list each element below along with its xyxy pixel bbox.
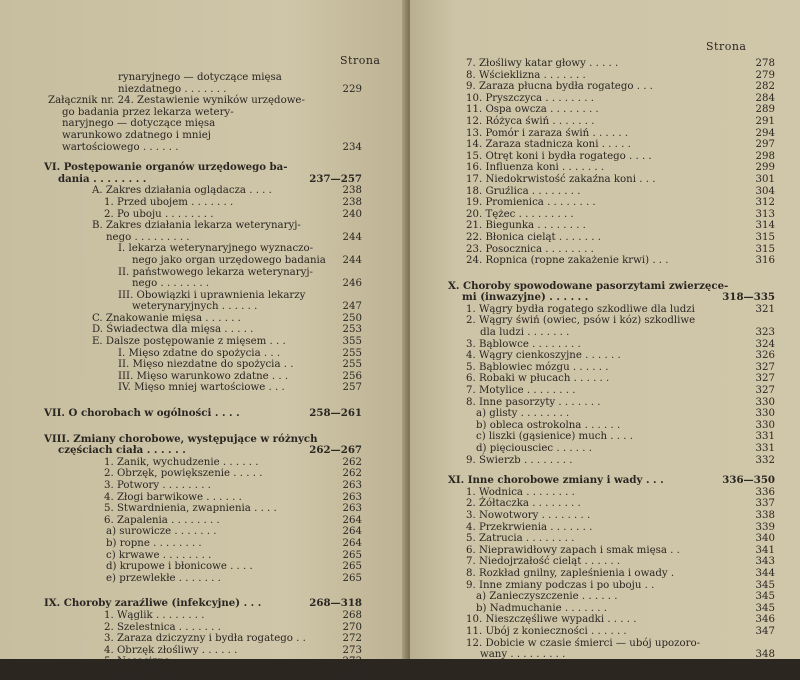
toc-entry <box>410 580 795 592</box>
toc-entry-title: 7. Niedojrzałość cieląt . . . . . . <box>466 556 621 568</box>
toc-entry-title: VIII. Zmiany chorobowe, występujące w różnych <box>44 432 318 445</box>
toc-entry-title: 3. Potwory . . . . . . . . <box>104 480 211 491</box>
toc-entry <box>0 622 398 634</box>
toc-page-number: 262 <box>342 468 362 480</box>
toc-entry <box>0 359 398 371</box>
toc-entry <box>410 385 795 397</box>
toc-page-number: 289 <box>755 104 775 116</box>
toc-entry-title: B. Zakres działania lekarza weterynaryj- <box>92 220 301 232</box>
toc-page-number: 255 <box>342 347 362 359</box>
toc-entry-title: I. lekarza weterynaryjnego wyznaczo- <box>118 243 314 255</box>
toc-entry <box>0 561 398 573</box>
toc-entry-title: 6. Robaki w płucach . . . . . . <box>466 373 610 385</box>
toc-entry-title: częściach ciała . . . . . . <box>58 444 186 457</box>
toc-entry-title: mi (inwazyjne) . . . . . . <box>462 291 589 304</box>
toc-section-heading <box>0 174 398 186</box>
toc-entry <box>410 220 795 232</box>
toc-entry-title: e) przewlekłe . . . . . . . <box>106 572 221 584</box>
toc-entry-title: 2. Po uboju . . . . . . . . <box>104 208 214 220</box>
toc-page-number: 344 <box>755 567 775 579</box>
toc-entry <box>0 278 398 290</box>
toc-entry <box>0 220 398 232</box>
toc-page-number: 246 <box>342 278 362 290</box>
toc-section-heading <box>0 162 398 174</box>
toc-entry <box>410 315 795 327</box>
toc-entry <box>410 487 795 499</box>
toc-entry <box>0 480 398 492</box>
toc-entry-title: C. Znakowanie mięsa . . . . . . <box>92 312 241 324</box>
toc-section-heading <box>0 408 398 420</box>
toc-page-number: 229 <box>342 83 362 95</box>
toc-entry-title: dania . . . . . . . . <box>58 172 147 185</box>
toc-entry-title: 2. Obrzęk, powiększenie . . . . . <box>104 468 263 480</box>
toc-entry-title: 2. Żółtaczka . . . . . . . . <box>466 498 581 510</box>
toc-page-number: 336—350 <box>722 474 775 487</box>
toc-entry-title: c) liszki (gąsienice) much . . . . <box>476 431 633 443</box>
toc-page-number: 262 <box>342 456 362 468</box>
toc-entry-title: 1. Przed ubojem . . . . . . . <box>104 196 234 208</box>
toc-entry-title: E. Dalsze postępowanie z mięsem . . . <box>92 336 286 348</box>
toc-entry <box>0 526 398 538</box>
toc-entry-title: X. Choroby spowodowane pasorzytami zwierzęce- <box>448 279 729 292</box>
toc-page-number: 291 <box>755 115 775 127</box>
toc-entry-title: 10. Pryszczyca . . . . . . . . <box>466 92 594 104</box>
toc-entry <box>410 104 795 116</box>
toc-spacer <box>0 394 398 408</box>
toc-entry-title: 7. Złośliwy katar głowy . . . . . <box>466 58 619 69</box>
toc-entry-title: 5. Zatrucia . . . . . . . . <box>466 533 575 545</box>
toc-entry-title: 9. Świerzb . . . . . . . . <box>466 454 573 466</box>
toc-entry <box>0 185 398 197</box>
toc-entry <box>0 72 398 84</box>
toc-entry-title: 1. Wągry bydła rogatego szkodliwe dla ludzi <box>466 303 695 315</box>
toc-entry <box>410 373 795 385</box>
toc-entry-title: 1. Wodnica . . . . . . . . <box>466 486 575 498</box>
toc-entry-title: wany . . . . . . . . . <box>480 649 566 661</box>
toc-entry-title: 17. Niedokrwistość zakaźna koni . . . <box>466 173 656 185</box>
toc-page-number: 279 <box>755 69 775 81</box>
toc-page-number: 318—335 <box>722 291 775 304</box>
toc-entry-title: 5. Nosacizna . . . . . . . <box>104 656 216 668</box>
toc-entry <box>410 498 795 510</box>
toc-entry <box>0 84 398 96</box>
toc-page-number: 304 <box>755 185 775 197</box>
toc-page-number: 330 <box>755 419 775 431</box>
toc-entry <box>410 58 795 70</box>
toc-entry <box>410 533 795 545</box>
toc-entry-title: warunkowo zdatnego i mniej <box>62 129 211 141</box>
toc-entry-title: A. Zakres działania oglądacza . . . . <box>92 185 272 197</box>
toc-entry-title: 4. Złogi barwikowe . . . . . . <box>104 491 242 503</box>
toc-entry <box>0 313 398 325</box>
toc-entry <box>410 568 795 580</box>
toc-page-number: 313 <box>755 208 775 220</box>
toc-entry <box>410 556 795 568</box>
toc-entry-title: 22. Błonica cieląt . . . . . . . <box>466 231 601 243</box>
toc-page-number: 347 <box>755 625 775 637</box>
toc-entry-title: 3. Nowotwory . . . . . . . . <box>466 509 591 521</box>
toc-entry <box>410 197 795 209</box>
toc-page-number: 244 <box>342 254 362 266</box>
toc-entry <box>0 130 398 142</box>
toc-entry-title: b) obleca ostrokolna . . . . . . <box>476 419 621 431</box>
toc-entry-title: 16. Influenza koni . . . . . . . <box>466 162 605 174</box>
toc-entry <box>410 327 795 339</box>
toc-entry <box>0 107 398 119</box>
toc-page-number: 330 <box>755 396 775 408</box>
toc-entry <box>410 162 795 174</box>
toc-entry <box>410 510 795 522</box>
toc-entry <box>0 371 398 383</box>
toc-entry-title: 9. Inne zmiany podczas i po uboju . . <box>466 579 655 591</box>
toc-page-number: 268 <box>342 609 362 621</box>
toc-entry-title: 4. Obrzęk złośliwy . . . . . . <box>104 644 238 656</box>
toc-page-number: 255 <box>342 359 362 371</box>
toc-entry-title: 15. Otręt koni i bydła rogatego . . . . <box>466 150 652 162</box>
toc-entry-title: a) glisty . . . . . . . . <box>476 408 570 420</box>
toc-page-number: 238 <box>342 185 362 197</box>
toc-page-number: 301 <box>755 173 775 185</box>
toc-page-number: 263 <box>342 503 362 515</box>
toc-entry <box>0 243 398 255</box>
toc-entry-title: 1. Wąglik . . . . . . . . <box>104 609 205 621</box>
toc-page-number: 234 <box>342 141 362 153</box>
right-page <box>410 0 800 659</box>
toc-entry <box>0 457 398 469</box>
toc-page-number: 340 <box>755 533 775 545</box>
toc-page-number: 262—267 <box>309 444 362 457</box>
toc-spacer <box>410 267 795 281</box>
toc-page-number: 273 <box>342 656 362 668</box>
toc-entry <box>410 545 795 557</box>
toc-entry-title: Załącznik nr. 24. Zestawienie wyników urzędowe- <box>48 95 305 107</box>
toc-entry <box>0 232 398 244</box>
toc-page-number: 348 <box>755 649 775 661</box>
toc-entry-title: 3. Bąblowce . . . . . . . . <box>466 338 581 350</box>
toc-entry <box>410 128 795 140</box>
toc-entry-title: 8. Wścieklizna . . . . . . . <box>466 69 586 81</box>
toc-entry <box>410 591 795 603</box>
toc-entry-title: wartościowego . . . . . . <box>62 141 179 153</box>
toc-page-number: 247 <box>342 301 362 313</box>
toc-entry <box>410 244 795 256</box>
toc-entry-title: II. państwowego lekarza weterynaryj- <box>118 266 313 278</box>
toc-entry-title: 12. Różyca świń . . . . . . . <box>466 115 595 127</box>
toc-entry-title: naryjnego — dotyczące mięsa <box>62 118 216 130</box>
toc-entry <box>0 348 398 360</box>
toc-page-number: 355 <box>342 336 362 348</box>
toc-page-number: 263 <box>342 491 362 503</box>
toc-entry-title: a) Zanieczyszczenie . . . . . . <box>476 591 618 603</box>
toc-page-number: 258—261 <box>309 407 362 420</box>
toc-entry-title: d) pięciousciec . . . . . . <box>476 443 592 454</box>
toc-entry <box>0 538 398 550</box>
toc-page-number: 323 <box>755 327 775 339</box>
toc-page-number: 341 <box>755 544 775 556</box>
toc-entry <box>0 503 398 515</box>
toc-entry <box>410 151 795 163</box>
toc-section-heading <box>410 475 795 487</box>
toc-entry-title: 3. Zaraza dziczyzny i bydła rogatego . . <box>104 633 306 645</box>
toc-entry-title: nego jako organ urzędowego badania <box>132 254 326 266</box>
toc-page-number: 278 <box>755 58 775 69</box>
toc-entry-title: 19. Promienica . . . . . . . . <box>466 197 596 209</box>
toc-page-number: 264 <box>342 514 362 526</box>
toc-page-number: 272 <box>342 633 362 645</box>
toc-entry <box>0 255 398 267</box>
toc-page-number: 345 <box>755 591 775 603</box>
toc-page-number: 327 <box>755 385 775 397</box>
toc-entry-title: VII. O chorobach w ogólności . . . . <box>44 407 240 420</box>
toc-entry <box>410 116 795 128</box>
toc-entry-title: 4. Wągry cienkoszyjne . . . . . . <box>466 350 621 362</box>
toc-entry <box>410 455 795 467</box>
toc-page-number: 282 <box>755 81 775 93</box>
toc-entry <box>0 633 398 645</box>
toc-page-number: 316 <box>755 255 775 267</box>
toc-entry-title: b) ropne . . . . . . . . <box>106 537 202 549</box>
toc-entry-title: 10. Nieszczęśliwe wypadki . . . . . <box>466 614 637 626</box>
toc-page-number: 294 <box>755 127 775 139</box>
toc-entry <box>0 645 398 657</box>
toc-entry <box>410 139 795 151</box>
toc-entry <box>0 301 398 313</box>
toc-entry-title: 8. Inne pasorzyty . . . . . . . <box>466 396 601 408</box>
toc-entry-title: 14. Zaraza stadnicza koni . . . . . <box>466 139 631 151</box>
toc-page-number: 327 <box>755 373 775 385</box>
toc-entry <box>410 431 795 443</box>
toc-entry <box>410 397 795 409</box>
toc-page-number: 250 <box>342 312 362 324</box>
toc-page-number: 339 <box>755 521 775 533</box>
toc-entry <box>410 420 795 432</box>
toc-entry-title: 8. Rozkład gnilny, zapleśnienia i owady . <box>466 567 675 579</box>
toc-page-number: 345 <box>755 579 775 591</box>
toc-page-number: 345 <box>755 602 775 614</box>
left-toc-list <box>0 72 398 680</box>
toc-entry <box>0 550 398 562</box>
toc-page-number: 330 <box>755 408 775 420</box>
toc-page-number: 331 <box>755 431 775 443</box>
toc-entry <box>410 350 795 362</box>
toc-entry <box>0 492 398 504</box>
toc-page-number: 265 <box>342 561 362 573</box>
toc-page-number: 331 <box>755 443 775 454</box>
toc-page-number: 238 <box>342 196 362 208</box>
toc-page-number: 276 <box>342 667 362 679</box>
toc-page-number: 343 <box>755 556 775 568</box>
toc-entry-title: II. Mięso niezdatne do spożycia . . <box>118 359 294 371</box>
toc-page-number: 321 <box>755 303 775 315</box>
toc-entry <box>410 93 795 105</box>
toc-page-number: 315 <box>755 243 775 255</box>
toc-entry-title: IX. Choroby zaraźliwe (infekcyjne) . . . <box>44 597 262 610</box>
toc-entry <box>0 290 398 302</box>
toc-page-number: 257 <box>342 382 362 394</box>
toc-entry-title: 13. Pomór i zaraza świń . . . . . . <box>466 127 629 139</box>
toc-entry-title: 7. Motylice . . . . . . . . <box>466 385 576 397</box>
toc-entry-title: rynaryjnego — dotyczące mięsa <box>118 72 282 83</box>
toc-entry <box>0 610 398 622</box>
toc-page-number: 264 <box>342 526 362 538</box>
toc-entry <box>410 186 795 198</box>
toc-page-number: 237—257 <box>309 172 362 185</box>
toc-entry-title: 4. Przekrwienia . . . . . . . <box>466 521 593 533</box>
toc-spacer <box>0 584 398 598</box>
toc-entry-title: 5. Bąblowiec mózgu . . . . . . <box>466 361 609 373</box>
toc-page-number: 332 <box>755 454 775 466</box>
toc-page-number: 326 <box>755 350 775 362</box>
toc-entry-title: go badania przez lekarza wetery- <box>62 106 234 118</box>
toc-entry <box>0 468 398 480</box>
toc-spacer <box>0 420 398 434</box>
toc-entry <box>410 614 795 626</box>
toc-entry <box>0 656 398 668</box>
toc-entry <box>410 255 795 267</box>
toc-entry <box>410 174 795 186</box>
toc-entry-title: 12. Dobicie w czasie śmierci — ubój upozoro- <box>466 637 701 649</box>
toc-entry <box>410 408 795 420</box>
toc-entry <box>0 382 398 394</box>
toc-entry-title: d) krupowe i błonicowe . . . . <box>106 561 253 573</box>
toc-entry <box>0 142 398 154</box>
toc-page-number: 297 <box>755 139 775 151</box>
toc-entry-title: IV. Mięso mniej wartościowe . . . <box>118 382 285 394</box>
toc-section-heading <box>0 598 398 610</box>
toc-entry-title: 11. Ubój z konieczności . . . . . . <box>466 625 627 637</box>
toc-page-number: 346 <box>755 614 775 626</box>
toc-entry <box>410 339 795 351</box>
toc-page-number: 253 <box>342 324 362 336</box>
toc-entry-title: 2. Wągry świń (owiec, psów i kóz) szkodliwe <box>466 315 696 327</box>
toc-entry-title: weterynaryjnych . . . . . . <box>132 301 258 313</box>
toc-page-number: 240 <box>342 208 362 220</box>
toc-entry <box>0 267 398 279</box>
toc-entry-title: c) krwawe . . . . . . . . <box>106 549 212 561</box>
toc-entry <box>410 626 795 638</box>
toc-entry <box>0 209 398 221</box>
toc-entry <box>410 638 795 650</box>
toc-page-number: 324 <box>755 338 775 350</box>
toc-page-number: 270 <box>342 621 362 633</box>
toc-entry-title: 20. Tężec . . . . . . . . . <box>466 208 574 220</box>
left-page-header: Strona <box>340 54 381 67</box>
toc-entry-title: 24. Ropnica (ropne zakażenie krwi) . . . <box>466 255 669 267</box>
toc-page-number: 284 <box>755 92 775 104</box>
toc-entry-title: 6. Nieprawidłowy zapach i smak mięsa . . <box>466 544 680 556</box>
toc-page-number: 327 <box>755 361 775 373</box>
toc-entry-title: 5. Stwardnienia, zwapnienia . . . . <box>104 503 277 515</box>
toc-page-number: 312 <box>755 197 775 209</box>
toc-entry <box>410 304 795 316</box>
toc-entry-title: 6. Księgosusz . . . . . . . <box>104 667 220 679</box>
toc-entry-title: XI. Inne chorobowe zmiany i wady . . . <box>448 474 664 487</box>
toc-entry <box>0 95 398 107</box>
toc-entry <box>410 362 795 374</box>
toc-entry-title: 18. Gruźlica . . . . . . . . <box>466 185 581 197</box>
toc-page-number: 265 <box>342 572 362 584</box>
toc-entry-title: dla ludzi . . . . . . . <box>480 327 570 339</box>
toc-page-number: 264 <box>342 537 362 549</box>
toc-page-number: 338 <box>755 509 775 521</box>
toc-entry-title: III. Obowiązki i uprawnienia lekarzy <box>118 289 306 301</box>
toc-entry <box>0 573 398 585</box>
toc-entry <box>0 668 398 680</box>
toc-page-number: 263 <box>342 480 362 491</box>
toc-entry <box>0 197 398 209</box>
toc-entry <box>0 515 398 527</box>
right-toc-list <box>410 58 795 661</box>
toc-page-number: 273 <box>342 644 362 656</box>
right-page-header: Strona <box>706 40 747 53</box>
toc-entry-title: a) surowicze . . . . . . . <box>106 526 217 538</box>
toc-page-number: 299 <box>755 162 775 174</box>
toc-entry-title: I. Mięso zdatne do spożycia . . . <box>118 347 281 359</box>
toc-entry-title: nego . . . . . . . . <box>132 278 210 290</box>
toc-entry-title: b) Nadmuchanie . . . . . . . <box>476 602 607 614</box>
toc-page-number: 268—318 <box>309 597 362 610</box>
toc-section-heading <box>410 292 795 304</box>
toc-entry <box>410 443 795 455</box>
toc-page-number: 256 <box>342 370 362 382</box>
toc-page-number: 337 <box>755 498 775 510</box>
toc-entry <box>410 70 795 82</box>
toc-entry-title: VI. Postępowanie organów urzędowego ba- <box>44 161 288 174</box>
toc-page-number: 244 <box>342 231 362 243</box>
toc-entry <box>410 649 795 661</box>
toc-page-number: 336 <box>755 486 775 498</box>
toc-entry-title: 11. Ospa owcza . . . . . . . . <box>466 104 599 116</box>
toc-page-number: 298 <box>755 150 775 162</box>
toc-entry <box>410 209 795 221</box>
toc-entry <box>0 118 398 130</box>
toc-section-heading <box>0 445 398 457</box>
toc-entry-title: D. Świadectwa dla mięsa . . . . . <box>92 324 254 336</box>
toc-entry-title: 6. Zapalenia . . . . . . . . <box>104 514 220 526</box>
toc-entry-title: 9. Zaraza płucna bydła rogatego . . . <box>466 81 653 93</box>
toc-page-number: 265 <box>342 549 362 561</box>
toc-entry-title: III. Mięso warunkowo zdatne . . . <box>118 370 289 382</box>
toc-entry-title: 23. Posocznica . . . . . . . . <box>466 243 594 255</box>
toc-entry-title: 2. Szelestnica . . . . . . . <box>104 621 221 633</box>
toc-page-number: 315 <box>755 231 775 243</box>
toc-entry-title: niezdatnego . . . . . . . <box>118 83 227 95</box>
toc-entry <box>0 336 398 348</box>
toc-entry <box>410 522 795 534</box>
toc-entry <box>410 232 795 244</box>
toc-entry <box>0 324 398 336</box>
toc-entry-title: 1. Zanik, wychudzenie . . . . . . <box>104 456 259 468</box>
toc-entry-title: nego . . . . . . . . . <box>106 231 190 243</box>
toc-entry <box>410 603 795 615</box>
toc-entry <box>410 81 795 93</box>
toc-page-number: 314 <box>755 220 775 232</box>
toc-entry-title: 21. Biegunka . . . . . . . . <box>466 220 586 232</box>
